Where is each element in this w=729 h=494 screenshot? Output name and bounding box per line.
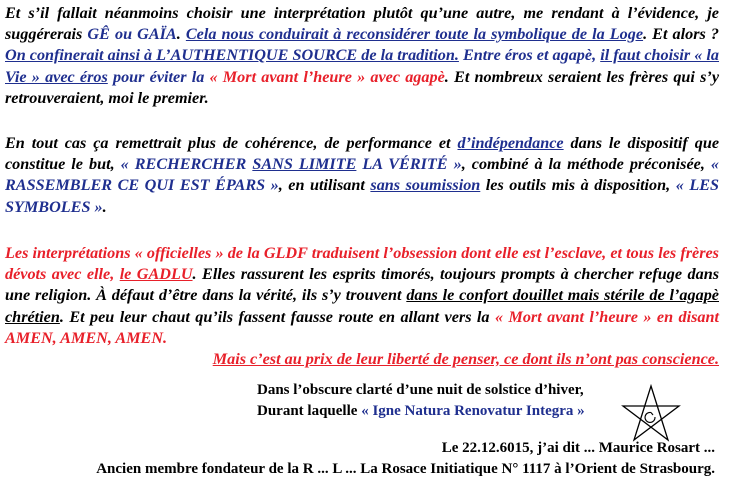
text-segment: Et s’il fallait néanmoins choisir une interprétation plutôt qu’une autre, me rendant à l’évidence, je suggérerais — [5, 4, 719, 44]
agape-chretien-phrase: dans le confort douillet mais stérile de l’agapè chrétien — [5, 286, 719, 326]
gldf-phrase: Les interprétations « officielles » de la GLDF traduisent l’obsession dont elle est l’esclave, et tous les frères dévots avec elle, — [5, 244, 719, 284]
text-segment: . Elles rassurent les esprits timorés, toujours prompts à chercher refuge dans une religion. À défaut d’être dans la vérité, ils s’y trouvent — [5, 265, 719, 305]
symbolique-phrase: Cela nous conduirait à reconsidérer toute la symbolique de la Loge — [185, 25, 644, 44]
sans-soumission-term: sans soumission — [370, 176, 481, 195]
text-segment: . Et alors ? — [643, 25, 719, 44]
symboles-phrase: « LES SYMBOLES » — [5, 176, 720, 216]
text-segment: dans le dispositif que constitue le but, — [5, 134, 720, 174]
closing-block — [257, 380, 617, 422]
mort-avant-heure-phrase: « Mort avant l’heure » avec agapè — [209, 67, 445, 86]
signature-block — [15, 438, 715, 480]
source-tradition-phrase: On confinerait ainsi à L’AUTHENTIQUE SOURCE de la tradition. — [5, 46, 459, 65]
closing-prefix: Durant laquelle — [257, 403, 362, 419]
text-segment: En tout cas ça remettrait plus de cohérence, de performance et — [5, 134, 458, 152]
eros-agape-phrase: Entre éros et agapè, — [458, 46, 601, 65]
closing-line-2 — [257, 401, 617, 422]
text-segment: les outils mis à disposition, — [480, 176, 676, 195]
text-segment: . Et nombreux seraient les frères qui s’y retrouveraient, moi le premier. — [5, 67, 719, 107]
paragraph-3 — [5, 243, 719, 370]
text-segment: . Et peu leur chaut qu’ils fassent fausse route en allant vers la — [59, 307, 495, 326]
sans-limite-term: SANS LIMITE — [252, 155, 357, 174]
signature-line-2: Ancien membre fondateur de la R ... L ... La Rosace Initiatique N° 1117 à l’Orient de Strasbourg. — [96, 461, 715, 477]
pentagram-icon — [620, 384, 682, 446]
rassembler-phrase: « RASSEMBLER CE QUI EST ÉPARS » — [5, 155, 720, 195]
vie-eros-phrase: il faut choisir « la Vie » avec éros — [5, 46, 720, 86]
independance-term: d’indépendance — [457, 134, 564, 152]
text-segment: . — [102, 197, 107, 216]
text-segment: pour éviter la — [107, 67, 210, 86]
la-verite-phrase: LA VÉRITÉ » — [356, 155, 462, 174]
gadlu-term: le GADLU — [119, 265, 193, 284]
motto: « Igne Natura Renovatur Integra » — [361, 403, 585, 419]
gaia-term: GÊ ou GAÏA — [87, 25, 177, 44]
amen-phrase: « Mort avant l’heure » en disant AMEN, AMEN, AMEN. — [5, 307, 719, 347]
rechercher-phrase: « RECHERCHER — [120, 155, 253, 174]
paragraph-1 — [5, 3, 719, 109]
closing-line-1: Dans l’obscure clarté d’une nuit de solstice d’hiver, — [257, 382, 584, 398]
text-segment: , en utilisant — [278, 176, 371, 195]
text-segment: , combiné à la méthode préconisée, — [461, 155, 711, 174]
text-segment: . — [176, 25, 186, 44]
paragraph-2 — [5, 133, 719, 218]
liberte-phrase: Mais c’est au prix de leur liberté de penser, ce dont ils n’ont pas conscience. — [212, 350, 719, 369]
signature-line-1: Le 22.12.6015, j’ai dit ... Maurice Rosart ... — [441, 440, 715, 456]
